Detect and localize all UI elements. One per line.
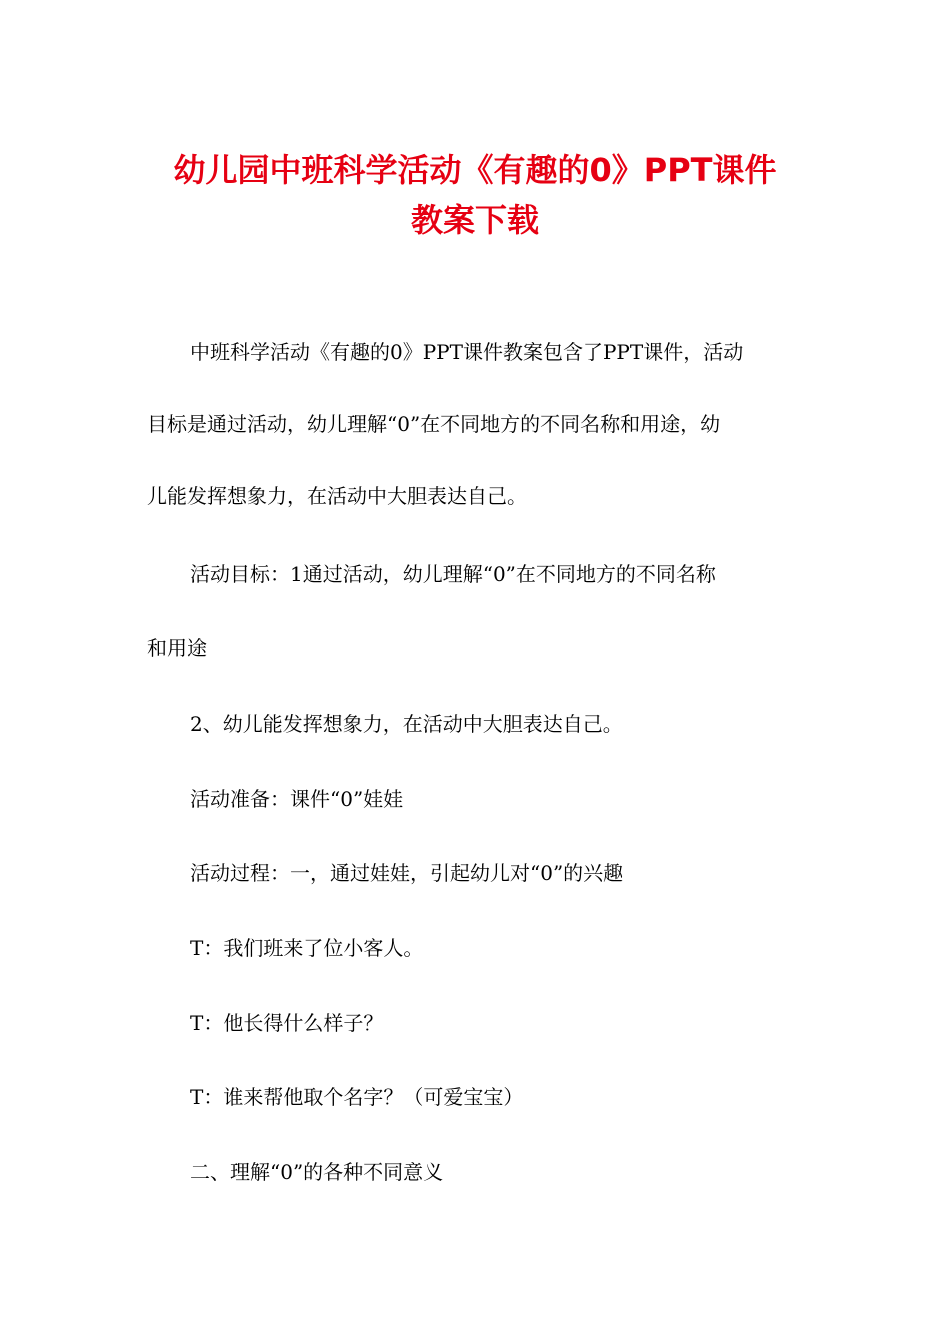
paragraph-line-10: T：他长得什么样子？ — [190, 1011, 384, 1035]
document-title-line-1: 幼儿园中班科学活动《有趣的0》PPT课件 — [173, 151, 777, 189]
paragraph-line-9: T：我们班来了位小客人。 — [190, 936, 424, 960]
paragraph-line-11: T：谁来帮他取个名字？（可爱宝宝） — [190, 1085, 524, 1109]
paragraph-line-5: 和用途 — [147, 636, 207, 660]
paragraph-line-2: 目标是通过活动，幼儿理解“0”在不同地方的不同名称和用途，幼 — [147, 412, 721, 436]
document-title-line-2: 教案下载 — [410, 201, 539, 239]
paragraph-line-7: 活动准备：课件“0”娃娃 — [190, 787, 404, 811]
paragraph-line-4: 活动目标：1通过活动，幼儿理解“0”在不同地方的不同名称 — [190, 562, 716, 586]
paragraph-line-6: 2、幼儿能发挥想象力，在活动中大胆表达自己。 — [190, 712, 623, 736]
paragraph-line-8: 活动过程：一，通过娃娃，引起幼儿对“0”的兴趣 — [190, 861, 624, 885]
paragraph-line-1: 中班科学活动《有趣的0》PPT课件教案包含了PPT课件，活动 — [190, 340, 744, 364]
paragraph-line-12: 二、理解“0”的各种不同意义 — [190, 1160, 444, 1184]
paragraph-line-3: 儿能发挥想象力，在活动中大胆表达自己。 — [147, 484, 527, 508]
